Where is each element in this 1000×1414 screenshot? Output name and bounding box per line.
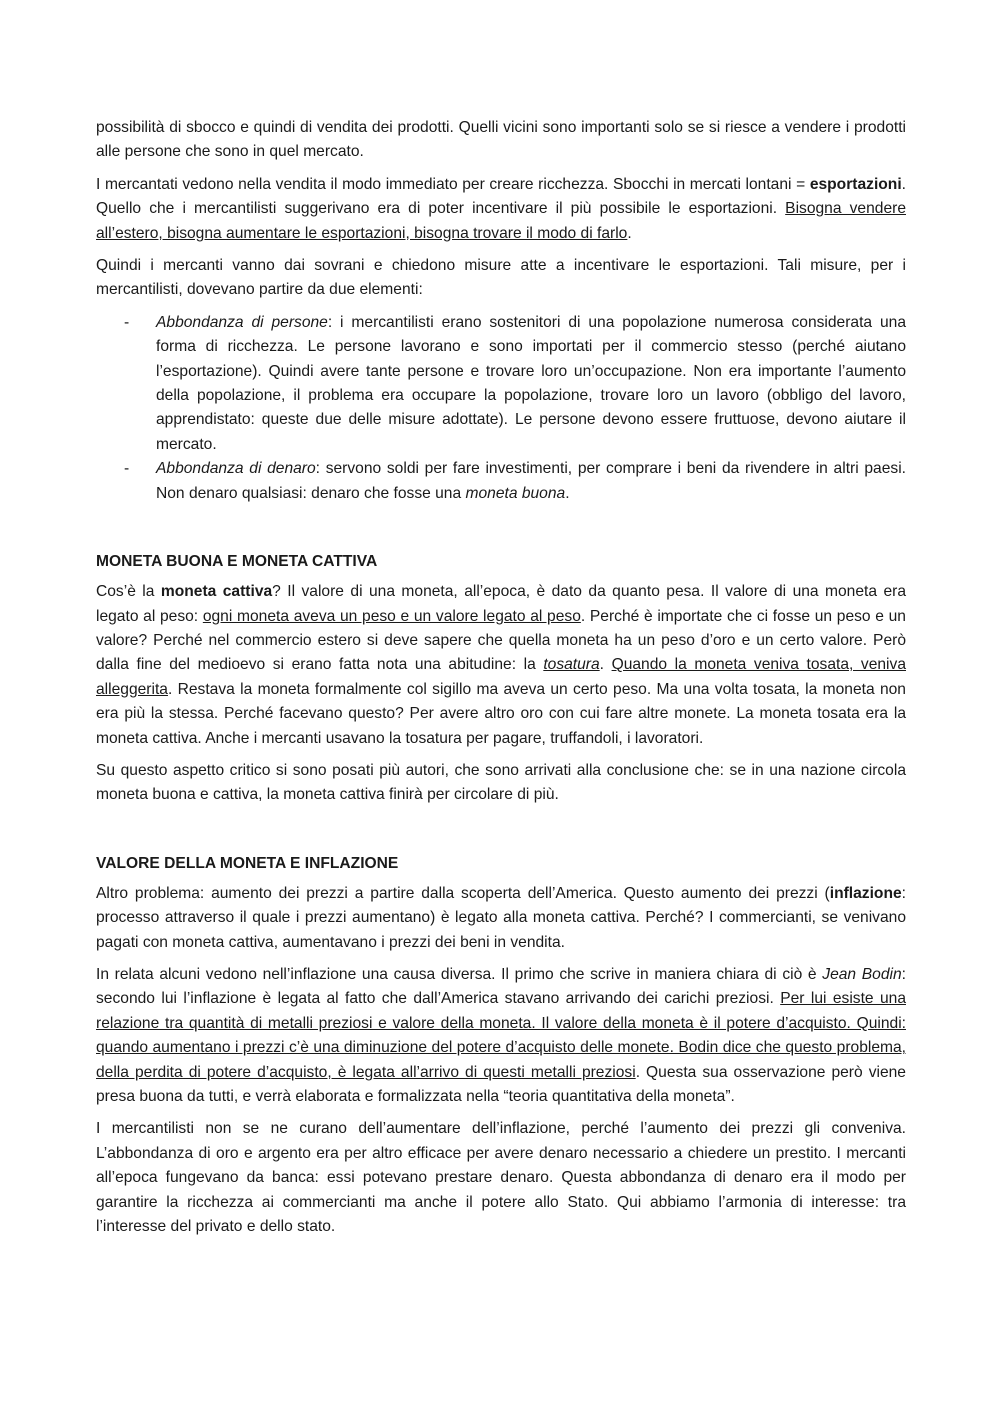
text-run: moneta buona bbox=[465, 484, 566, 502]
text-run: Su questo aspetto critico si sono posati più autori, che sono arrivati alla conclusione che: se in una nazione circola moneta buona e cattiva, la moneta cattiva finirà per circolare di più. bbox=[96, 761, 906, 804]
text-run: . bbox=[599, 656, 612, 674]
text-run: ? Il valore di una moneta, all’epoca, è dato da quanto pesa. Il valore di una moneta era legato al peso: bbox=[96, 583, 906, 625]
text-run: : i mercantilisti erano sostenitori di una popolazione numerosa considerata una forma di ricchezza. Le persone lavorano e sono importati per il commercio stesso (perché aiutano l’esportazione). Quindi avere tante persone e trovare loro un’occupazione. Non era importante l’aumento della popolazione, il problema era occupare la popolazione, trovare loro un lavoro (obbligo del lavoro, apprendistato: queste due delle misure adottate). Le persone devono essere fruttuose, devono aiutare il mercato. bbox=[156, 313, 906, 453]
text-run: . Questa sua osservazione però viene presa buona da tutti, e verrà elaborata e formalizzata nella “teoria quantitativa della moneta”. bbox=[96, 1063, 906, 1105]
paragraph bbox=[96, 1117, 906, 1239]
section-heading: MONETA BUONA E MONETA CATTIVA bbox=[96, 553, 378, 571]
text-run: Altro problema: aumento dei prezzi a partire dalla scoperta dell’America. Questo aumento dei prezzi ( bbox=[96, 884, 830, 902]
document-page bbox=[96, 116, 906, 1247]
text-run: tosatura bbox=[543, 656, 600, 674]
text-run: I mercantilisti non se ne curano dell’aumentare dell’inflazione, perché l’aumento dei prezzi gli conveniva. L’abbondanza di oro e argento era per altro efficace per avere denaro necessario a chiedere un prestito. I mercanti all’epoca fungevano da banca: essi potevano prestare denaro. Questa abbondanza di denaro era il modo per garantire la ricchezza ai commercianti ma anche il potere allo Stato. Qui abbiamo l’armonia di interesse: tra l’interesse del privato e dello stato. bbox=[96, 1120, 906, 1236]
bullet-list bbox=[96, 311, 906, 506]
text-run: moneta cattiva bbox=[160, 583, 273, 601]
list-item-text bbox=[156, 460, 906, 501]
paragraph bbox=[96, 759, 906, 808]
text-run: . Restava la moneta formalmente col sigillo ma aveva un certo peso. Ma una volta tosata, la moneta non era più la stessa. Perché facevano questo? Per avere altro oro con cui fare altre monete. La moneta tosata era la moneta cattiva. Anche i mercanti usavano la tosatura per pagare, truffandoli, i lavoratori. bbox=[96, 680, 906, 747]
paragraph bbox=[96, 116, 906, 165]
section-heading: VALORE DELLA MONETA E INFLAZIONE bbox=[96, 854, 399, 872]
bullet-dash: - bbox=[124, 313, 130, 331]
paragraph bbox=[96, 882, 906, 955]
paragraph bbox=[96, 580, 906, 751]
text-run: ogni moneta aveva un peso e un valore legato al peso bbox=[202, 607, 581, 625]
paragraph bbox=[96, 963, 906, 1109]
paragraph bbox=[96, 173, 906, 246]
text-run: . Perché è importate che ci fosse un peso e un valore? Perché nel commercio estero si deve sapere che quella moneta ha un peso d’oro e un certo valore. Però dalla fine del medioevo si erano fatta nota una abitudine: la bbox=[96, 607, 906, 674]
bullet-dash: - bbox=[124, 460, 130, 478]
text-run: : processo attraverso il quale i prezzi aumentano) è legato alla moneta cattiva. Perché? I commercianti, se venivano pagati con moneta cattiva, aumentavano i prezzi dei beni in vendita. bbox=[96, 884, 906, 951]
text-run: : secondo lui l’inflazione è legata al fatto che dall’America stavano arrivando dei carichi preziosi. bbox=[96, 965, 906, 1008]
text-run: inflazione bbox=[829, 884, 902, 902]
text-run: In relata alcuni vedono nell’inflazione una causa diversa. Il primo che scrive in maniera chiara di ciò è bbox=[96, 965, 823, 983]
text-run: Per lui esiste una relazione tra quantità di metalli preziosi e valore della moneta. Il valore della moneta è il potere d’acquisto. Quindi: quando aumentano i prezzi c’è una diminuzione del potere d’acquisto delle monete. Bodin dice che questo problema, della perdita di potere d’acquisto, è legata all’arrivo di questi metalli preziosi bbox=[96, 990, 906, 1081]
list-item bbox=[96, 311, 906, 457]
text-run: I mercantati vedono nella vendita il modo immediato per creare ricchezza. Sbocchi in mercati lontani = bbox=[96, 175, 810, 193]
text-run: Quindi i mercanti vanno dai sovrani e chiedono misure atte a incentivare le esportazioni. Tali misure, per i mercantilisti, dovevano partire da due elementi: bbox=[96, 257, 906, 299]
list-item-text bbox=[156, 314, 906, 453]
text-run: Quando la moneta veniva tosata, veniva alleggerita bbox=[96, 656, 906, 698]
text-run: Abbondanza di persone bbox=[156, 313, 328, 331]
list-item bbox=[96, 457, 906, 506]
text-run: Jean Bodin bbox=[822, 965, 902, 983]
text-run: . Quello che i mercantilisti suggerivano era di poter incentivare il più possibile le esportazioni. bbox=[96, 175, 906, 218]
text-run: . bbox=[565, 484, 570, 502]
text-run: Cos’è la bbox=[96, 583, 161, 601]
text-run: Abbondanza di denaro bbox=[156, 460, 316, 478]
text-run: : servono soldi per fare investimenti, per comprare i beni da rivendere in altri paesi. Non denaro qualsiasi: denaro che fosse una bbox=[156, 460, 906, 502]
text-run: esportazioni bbox=[809, 175, 902, 193]
text-run: Bisogna vendere all’estero, bisogna aumentare le esportazioni, bisogna trovare il modo di farlo bbox=[96, 200, 906, 242]
paragraph bbox=[96, 254, 906, 303]
text-run: possibilità di sbocco e quindi di vendita dei prodotti. Quelli vicini sono importanti solo se si riesce a vendere i prodotti alle persone che sono in quel mercato. bbox=[96, 119, 906, 161]
text-run: . bbox=[627, 224, 632, 242]
